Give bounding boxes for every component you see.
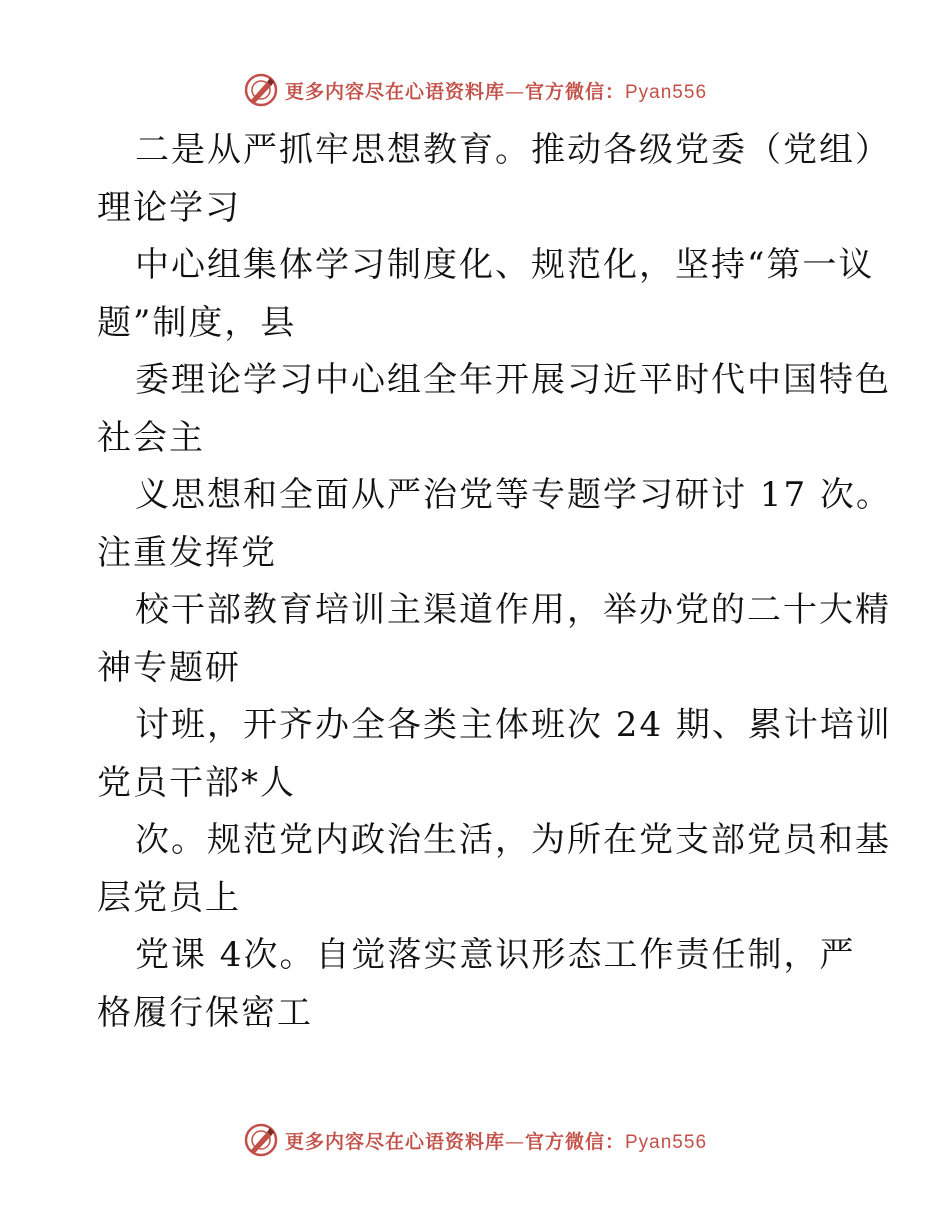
paragraph-line-2: 理论学习 (97, 187, 241, 228)
paragraph (97, 237, 875, 352)
banner-main-text: 更多内容尽在心语资料库 (284, 80, 505, 103)
paragraph-line-1: 中心组集体学习制度化、规范化，坚持“第一议 (135, 245, 875, 285)
header-watermark-banner (0, 70, 950, 110)
paragraph-line-1: 校干部教育培训主渠道作用，举办党的二十大精 (135, 590, 891, 630)
document-body (97, 122, 892, 1042)
paragraph (97, 582, 891, 697)
paragraph-line-1: 委理论学习中心组全年开展习近平时代中国特色 (135, 360, 891, 400)
banner-wechat-id: Pyan556 (625, 81, 708, 103)
footer-watermark-banner (0, 1120, 950, 1160)
paragraph-line-2: 格履行保密工 (97, 992, 313, 1033)
paragraph-line-2: 党员干部*人 (97, 762, 296, 803)
banner-separator: — (504, 80, 525, 103)
pen-logo-icon (243, 72, 279, 108)
paragraph (97, 697, 892, 812)
paragraph (97, 352, 891, 467)
paragraph (97, 122, 891, 237)
banner-official-text: 官方微信： (524, 1130, 625, 1153)
paragraph-line-1: 党课 4次。自觉落实意识形态工作责任制，严 (135, 935, 856, 975)
banner-separator: — (504, 1130, 525, 1153)
paragraph (97, 467, 892, 582)
paragraph-line-1: 次。规范党内政治生活，为所在党支部党员和基 (135, 820, 891, 860)
paragraph-line-2: 神专题研 (97, 647, 241, 688)
paragraph-line-1: 义思想和全面从严治党等专题学习研讨 17 次。 (135, 475, 892, 515)
banner-text (285, 1127, 707, 1154)
paragraph (97, 812, 891, 927)
paragraph (97, 927, 857, 1042)
pen-logo-icon (243, 1122, 279, 1158)
paragraph-line-2: 注重发挥党 (97, 532, 277, 573)
paragraph-line-2: 社会主 (97, 417, 205, 458)
banner-main-text: 更多内容尽在心语资料库 (284, 1130, 505, 1153)
paragraph-line-2: 层党员上 (97, 877, 241, 918)
banner-official-text: 官方微信： (524, 80, 625, 103)
paragraph-line-1: 讨班，开齐办全各类主体班次 24 期、累计培训 (135, 705, 892, 745)
paragraph-line-1: 二是从严抓牢思想教育。推动各级党委（党组） (135, 130, 891, 170)
paragraph-line-2: 题”制度，县 (97, 302, 297, 343)
banner-text (285, 77, 707, 104)
banner-wechat-id: Pyan556 (625, 1131, 708, 1153)
